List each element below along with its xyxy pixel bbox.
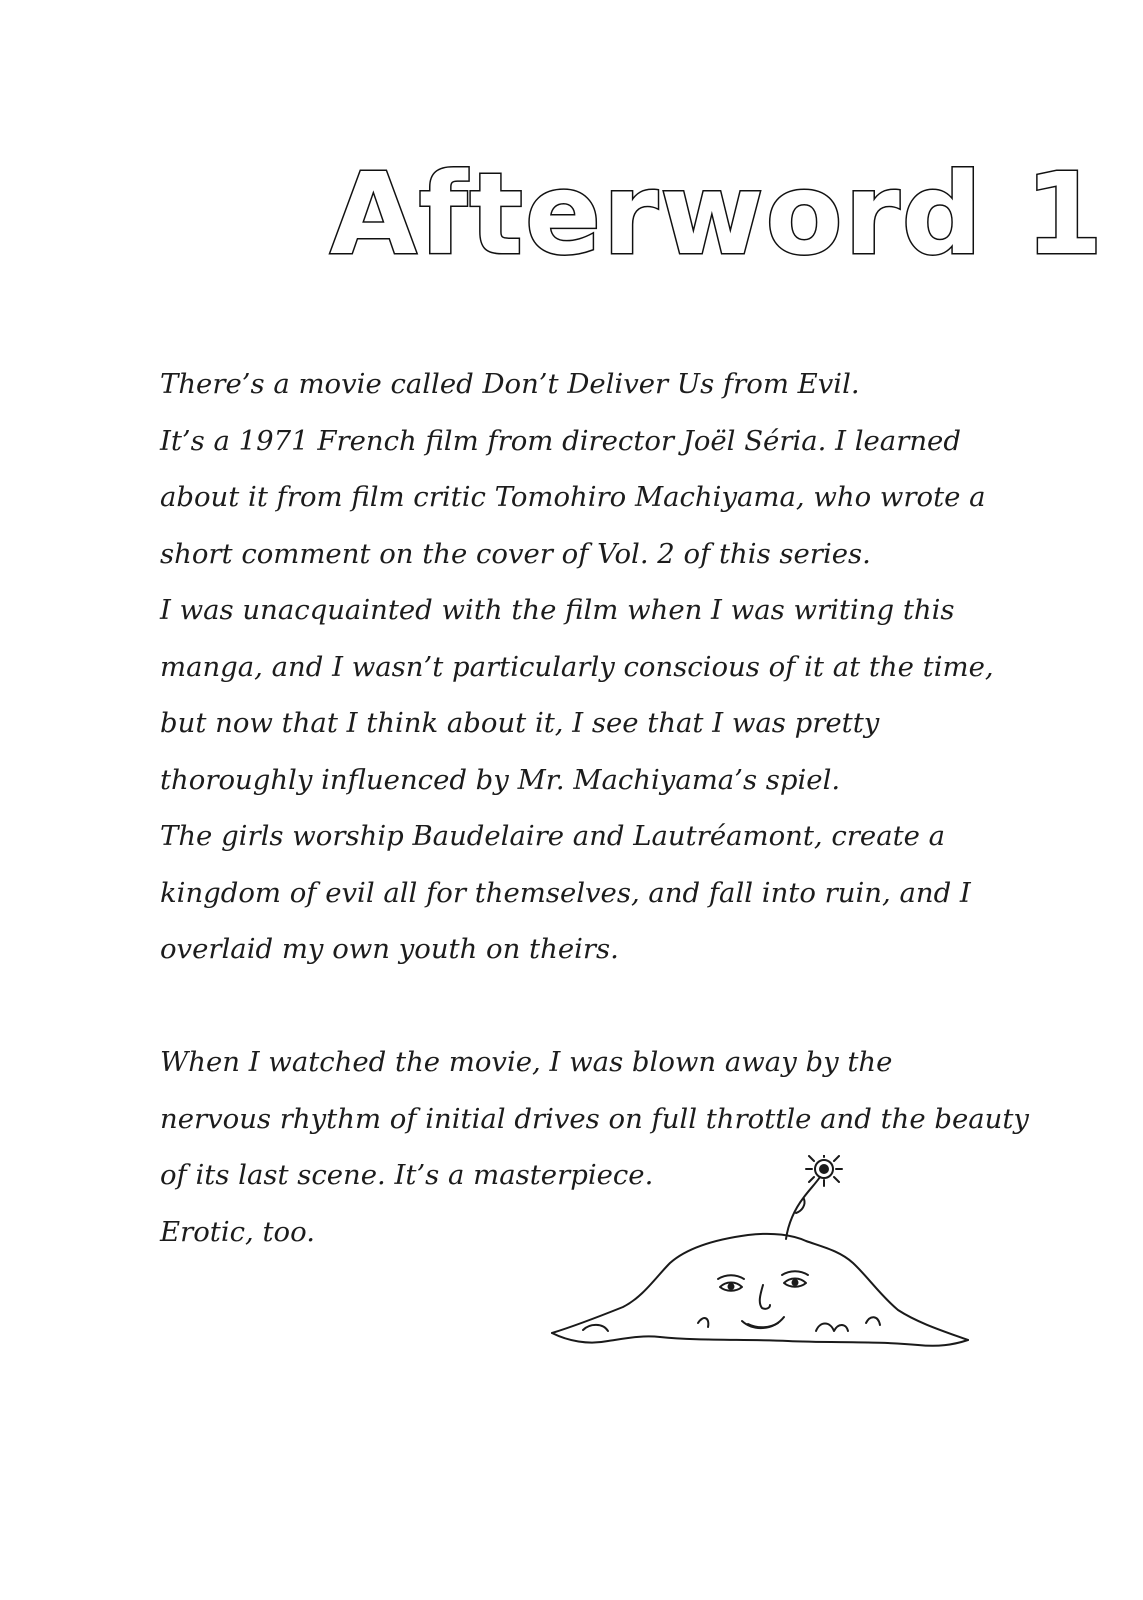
text-line: overlaid my own youth on theirs. [160, 933, 619, 965]
text-line: manga, and I wasn’t particularly conscious of it at the time, [160, 650, 994, 683]
paragraph-gap [160, 978, 980, 1035]
text-line: The girls worship Baudelaire and Lautréamont, create a [160, 820, 946, 852]
text-line: When I watched the movie, I was blown away by the [160, 1046, 893, 1078]
text-line: but now that I think about it, I see that I was pretty [160, 707, 880, 739]
text-line: short comment on the cover of Vol. 2 of this series. [160, 537, 871, 570]
text-line: thoroughly influenced by Mr. Machiyama’s spiel. [160, 763, 841, 796]
text-line: I was unacquainted with the film when I was writing this [160, 594, 955, 626]
page-title: Afterword 1 [330, 150, 1105, 280]
text-line: about it from film critic Tomohiro Machiyama, who wrote a [160, 481, 986, 513]
film-title: Don’t Deliver Us from Evil [482, 368, 851, 400]
text-line: nervous rhythm of initial drives on full throttle and the beauty [160, 1102, 1029, 1135]
afterword-text [160, 356, 1029, 1260]
text-line: kingdom of evil all for themselves, and fall into ruin, and I [160, 876, 971, 909]
text-fragment: There’s a movie called [160, 368, 483, 400]
smiling-mound-with-flower-icon [548, 1155, 978, 1375]
text-line [160, 356, 980, 413]
text-fragment: . [850, 368, 860, 400]
text-line: of its last scene. It’s a masterpiece. [160, 1159, 654, 1191]
text-line: It’s a 1971 French film from director Joël Séria. I learned [160, 424, 961, 457]
text-line: Erotic, too. [160, 1215, 315, 1248]
